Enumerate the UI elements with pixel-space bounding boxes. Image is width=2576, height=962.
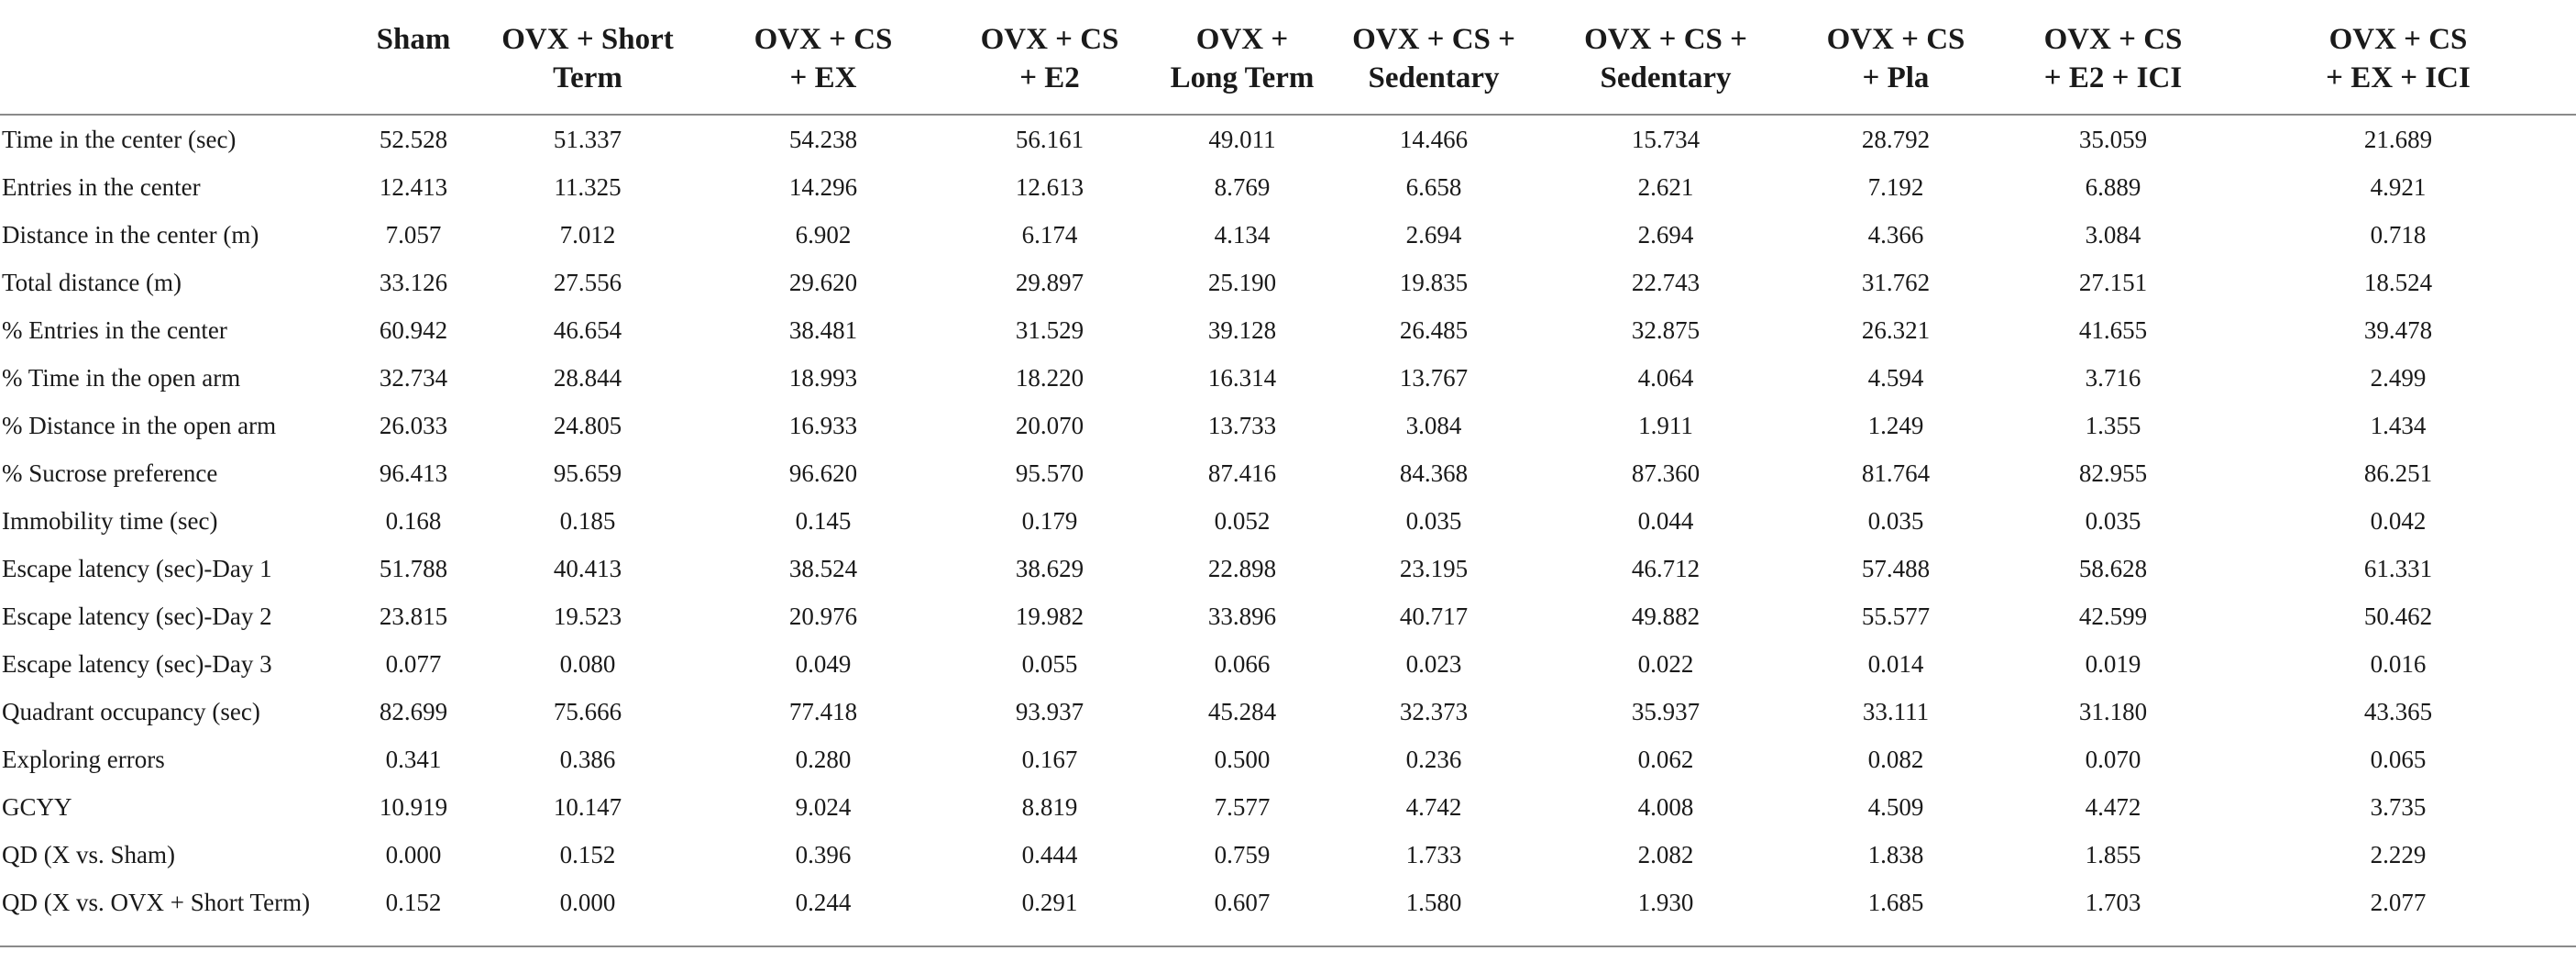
table-cell: 38.524 <box>788 555 858 582</box>
table-cell: 1.911 <box>1638 412 1693 439</box>
table-cell: 8.769 <box>1214 173 1271 201</box>
table-cell: 1.855 <box>2085 841 2141 868</box>
table-cell: 0.080 <box>559 650 616 678</box>
table-cell: 1.930 <box>1637 889 1694 916</box>
table-cell: 38.629 <box>1015 555 1084 582</box>
table-cell: 28.844 <box>553 364 622 392</box>
table-cell: 2.077 <box>2370 889 2427 916</box>
table-cell: 11.325 <box>554 173 622 201</box>
table-cell: 4.742 <box>1405 793 1462 821</box>
table-cell: 0.152 <box>385 889 442 916</box>
row-label: Exploring errors <box>2 746 165 773</box>
table-row <box>0 497 2576 545</box>
table-cell: 54.238 <box>788 126 858 153</box>
column-header-line: OVX + CS <box>2328 23 2468 56</box>
table-cell: 0.022 <box>1637 650 1694 678</box>
row-label: Immobility time (sec) <box>2 507 218 535</box>
table-cell: 0.607 <box>1214 889 1271 916</box>
table-cell: 33.126 <box>379 269 448 296</box>
table-cell: 55.577 <box>1861 603 1931 630</box>
table-cell: 0.759 <box>1214 841 1271 868</box>
column-header <box>361 0 466 115</box>
table-cell: 4.472 <box>2085 793 2141 821</box>
table-cell: 19.523 <box>553 603 622 630</box>
table-cell: 96.620 <box>788 459 858 487</box>
table-cell: 13.733 <box>1207 412 1277 439</box>
row-label: % Time in the open arm <box>2 364 241 392</box>
column-header-line: OVX + CS + <box>1584 23 1747 56</box>
row-label: Distance in the center (m) <box>2 221 259 249</box>
table-cell: 46.654 <box>553 316 622 344</box>
table-cell: 58.628 <box>2078 555 2148 582</box>
table-cell: 9.024 <box>795 793 852 821</box>
table-cell: 2.694 <box>1405 221 1462 249</box>
table-cell: 1.703 <box>2085 889 2141 916</box>
table-cell: 7.012 <box>559 221 616 249</box>
table-cell: 35.059 <box>2078 126 2148 153</box>
column-header-line: OVX + Short Term <box>501 23 674 94</box>
table-cell: 0.016 <box>2370 650 2427 678</box>
table-cell: 49.882 <box>1631 603 1701 630</box>
table-cell: 4.509 <box>1867 793 1924 821</box>
table-cell: 10.919 <box>379 793 448 821</box>
table-cell: 1.355 <box>2085 412 2141 439</box>
column-header-line: OVX + CS <box>1826 23 1965 56</box>
table-cell: 86.251 <box>2363 459 2433 487</box>
table-cell: 21.689 <box>2363 126 2433 153</box>
table-cell: 6.889 <box>2085 173 2141 201</box>
table-cell: 22.743 <box>1631 269 1701 296</box>
table-row <box>0 402 2576 449</box>
table-cell: 4.366 <box>1867 221 1924 249</box>
table-row <box>0 449 2576 497</box>
table-cell: 6.174 <box>1021 221 1078 249</box>
table-row <box>0 354 2576 402</box>
table-row <box>0 545 2576 592</box>
table-row <box>0 831 2576 879</box>
table-cell: 27.556 <box>553 269 622 296</box>
row-label: Escape latency (sec)-Day 1 <box>2 555 272 582</box>
row-label: % Entries in the center <box>2 316 227 344</box>
table-cell: 82.699 <box>379 698 448 725</box>
table-cell: 32.875 <box>1631 316 1701 344</box>
table-cell: 51.337 <box>553 126 622 153</box>
table-cell: 0.082 <box>1867 746 1924 773</box>
table-cell: 14.296 <box>788 173 858 201</box>
table-cell: 29.897 <box>1015 269 1084 296</box>
table-cell: 33.896 <box>1207 603 1277 630</box>
table-cell: 46.712 <box>1631 555 1701 582</box>
table-cell: 19.982 <box>1015 603 1084 630</box>
column-header-line: OVX + CS <box>2043 23 2183 56</box>
table-cell: 29.620 <box>788 269 858 296</box>
table-cell: 2.229 <box>2370 841 2427 868</box>
table-cell: 0.500 <box>1214 746 1271 773</box>
table-cell: 0.341 <box>385 746 442 773</box>
table-cell: 3.084 <box>1405 412 1462 439</box>
table-cell: 7.057 <box>385 221 442 249</box>
table-cell: 0.052 <box>1214 507 1271 535</box>
row-label: QD (X vs. OVX + Short Term) <box>2 889 311 916</box>
column-header <box>937 0 1162 115</box>
column-header <box>1546 0 1786 115</box>
table-bottom-rule <box>0 945 2576 947</box>
table-cell: 4.064 <box>1637 364 1694 392</box>
table-cell: 49.011 <box>1208 126 1276 153</box>
table-cell: 0.035 <box>1867 507 1924 535</box>
column-header <box>1322 0 1546 115</box>
table-cell: 12.413 <box>379 173 448 201</box>
table-cell: 1.685 <box>1867 889 1924 916</box>
row-label: QD (X vs. Sham) <box>2 841 175 868</box>
header-row <box>0 0 2576 115</box>
table-cell: 0.055 <box>1021 650 1078 678</box>
table-cell: 22.898 <box>1207 555 1277 582</box>
table-cell: 3.084 <box>2085 221 2141 249</box>
table-cell: 0.168 <box>385 507 442 535</box>
table-cell: 61.331 <box>2363 555 2433 582</box>
table-cell: 2.621 <box>1637 173 1694 201</box>
table-cell: 26.485 <box>1399 316 1469 344</box>
table-cell: 28.792 <box>1861 126 1931 153</box>
table-row <box>0 211 2576 259</box>
row-label: GCYY <box>2 793 72 821</box>
table-cell: 3.735 <box>2370 793 2427 821</box>
table-row <box>0 735 2576 783</box>
table-cell: 4.921 <box>2370 173 2427 201</box>
table-cell: 0.070 <box>2085 746 2141 773</box>
table-cell: 0.244 <box>795 889 852 916</box>
table-cell: 0.035 <box>1405 507 1462 535</box>
table-cell: 26.033 <box>379 412 448 439</box>
column-header-line: Sham <box>376 23 451 56</box>
table-cell: 4.008 <box>1637 793 1694 821</box>
table-cell: 39.128 <box>1207 316 1277 344</box>
table-cell: 0.291 <box>1021 889 1078 916</box>
table-cell: 0.386 <box>559 746 616 773</box>
table-cell: 0.044 <box>1637 507 1694 535</box>
table-cell: 0.077 <box>385 650 442 678</box>
table-cell: 27.151 <box>2078 269 2148 296</box>
table-cell: 0.718 <box>2370 221 2427 249</box>
table-cell: 50.462 <box>2363 603 2433 630</box>
column-header-line: + E2 <box>1019 61 1080 94</box>
column-header-line: OVX + CS <box>754 23 893 56</box>
row-label: Time in the center (sec) <box>2 126 237 153</box>
table-cell: 0.019 <box>2085 650 2141 678</box>
table-cell: 18.220 <box>1015 364 1084 392</box>
table-row <box>0 688 2576 735</box>
table-cell: 15.734 <box>1631 126 1701 153</box>
table-row <box>0 306 2576 354</box>
table-cell: 0.444 <box>1021 841 1078 868</box>
table-cell: 35.937 <box>1631 698 1701 725</box>
column-header-line: Sedentary <box>1368 61 1500 94</box>
table-cell: 81.764 <box>1861 459 1931 487</box>
table-cell: 77.418 <box>788 698 858 725</box>
table-row <box>0 592 2576 640</box>
table-cell: 2.694 <box>1637 221 1694 249</box>
column-header <box>710 0 937 115</box>
column-header-line: OVX + <box>1195 23 1289 56</box>
table-cell: 87.360 <box>1631 459 1701 487</box>
table-cell: 7.577 <box>1214 793 1271 821</box>
table-cell: 38.481 <box>788 316 858 344</box>
table-cell: 31.529 <box>1015 316 1084 344</box>
row-label: Total distance (m) <box>2 269 182 296</box>
table-cell: 1.838 <box>1867 841 1924 868</box>
table-cell: 0.023 <box>1405 650 1462 678</box>
table-cell: 96.413 <box>379 459 448 487</box>
column-header-line: OVX + CS + <box>1352 23 1515 56</box>
table-cell: 8.819 <box>1021 793 1078 821</box>
table-cell: 16.933 <box>788 412 858 439</box>
table-cell: 19.835 <box>1399 269 1469 296</box>
table-cell: 57.488 <box>1861 555 1931 582</box>
table-cell: 24.805 <box>553 412 622 439</box>
table-cell: 0.062 <box>1637 746 1694 773</box>
table-cell: 43.365 <box>2363 698 2433 725</box>
table-cell: 10.147 <box>553 793 622 821</box>
table-cell: 0.396 <box>795 841 852 868</box>
table-cell: 56.161 <box>1015 126 1084 153</box>
table-header <box>0 0 2576 115</box>
table-cell: 31.180 <box>2078 698 2148 725</box>
table-cell: 82.955 <box>2078 459 2148 487</box>
table-cell: 6.658 <box>1405 173 1462 201</box>
table-cell: 32.373 <box>1399 698 1469 725</box>
table-cell: 1.580 <box>1405 889 1462 916</box>
table-cell: 39.478 <box>2363 316 2433 344</box>
table-cell: 18.993 <box>788 364 858 392</box>
table-cell: 7.192 <box>1867 173 1924 201</box>
column-header-line: Sedentary <box>1600 61 1732 94</box>
row-label: Quadrant occupancy (sec) <box>2 698 260 725</box>
table-cell: 0.049 <box>795 650 852 678</box>
column-header-line: OVX + CS <box>980 23 1119 56</box>
table-cell: 87.416 <box>1207 459 1277 487</box>
table-cell: 41.655 <box>2078 316 2148 344</box>
table-cell: 0.280 <box>795 746 852 773</box>
row-label: % Distance in the open arm <box>2 412 277 439</box>
table-row <box>0 783 2576 831</box>
table-cell: 1.249 <box>1867 412 1924 439</box>
table-cell: 45.284 <box>1207 698 1277 725</box>
table-cell: 1.434 <box>2370 412 2427 439</box>
table-cell: 40.717 <box>1399 603 1469 630</box>
table-cell: 0.185 <box>559 507 616 535</box>
row-label-header <box>0 0 361 115</box>
column-header-line: Long Term <box>1170 61 1315 94</box>
table-row <box>0 640 2576 688</box>
table-cell: 31.762 <box>1861 269 1931 296</box>
table-cell: 3.716 <box>2085 364 2141 392</box>
row-label: Escape latency (sec)-Day 3 <box>2 650 272 678</box>
table-cell: 32.734 <box>379 364 448 392</box>
table-cell: 75.666 <box>553 698 622 725</box>
table-body <box>0 115 2576 926</box>
table-cell: 60.942 <box>379 316 448 344</box>
table-cell: 0.236 <box>1405 746 1462 773</box>
table-cell: 0.179 <box>1021 507 1078 535</box>
table-cell: 0.000 <box>559 889 616 916</box>
table-cell: 4.594 <box>1867 364 1924 392</box>
table-cell: 95.659 <box>553 459 622 487</box>
table-cell: 2.082 <box>1637 841 1694 868</box>
table-cell: 0.152 <box>559 841 616 868</box>
column-header <box>1786 0 2006 115</box>
table-cell: 20.070 <box>1015 412 1084 439</box>
row-label: Escape latency (sec)-Day 2 <box>2 603 272 630</box>
table-row <box>0 259 2576 306</box>
table-cell: 0.014 <box>1867 650 1924 678</box>
table-cell: 20.976 <box>788 603 858 630</box>
column-header <box>2006 0 2220 115</box>
column-header-line: + EX <box>789 61 857 94</box>
table-cell: 16.314 <box>1207 364 1277 392</box>
table-cell: 0.035 <box>2085 507 2141 535</box>
column-header-line: + Pla <box>1862 61 1930 94</box>
table-row <box>0 879 2576 926</box>
table-cell: 13.767 <box>1399 364 1469 392</box>
table-cell: 0.042 <box>2370 507 2427 535</box>
column-header <box>1162 0 1322 115</box>
table-cell: 0.000 <box>385 841 442 868</box>
column-header-line: + EX + ICI <box>2326 61 2471 94</box>
table-cell: 40.413 <box>553 555 622 582</box>
table-cell: 52.528 <box>379 126 448 153</box>
table-cell: 95.570 <box>1015 459 1084 487</box>
table-cell: 26.321 <box>1861 316 1931 344</box>
column-header-line: + E2 + ICI <box>2043 61 2183 94</box>
row-label: % Sucrose preference <box>2 459 218 487</box>
table-cell: 0.167 <box>1021 746 1078 773</box>
table-cell: 12.613 <box>1015 173 1084 201</box>
table-cell: 33.111 <box>1862 698 1930 725</box>
table-cell: 14.466 <box>1399 126 1469 153</box>
table-cell: 0.065 <box>2370 746 2427 773</box>
table-cell: 2.499 <box>2370 364 2427 392</box>
table-cell: 1.733 <box>1405 841 1462 868</box>
table-cell: 0.145 <box>795 507 852 535</box>
table-cell: 4.134 <box>1214 221 1271 249</box>
table-cell: 93.937 <box>1015 698 1084 725</box>
table-cell: 23.815 <box>379 603 448 630</box>
table-cell: 51.788 <box>379 555 448 582</box>
table-cell: 0.066 <box>1214 650 1271 678</box>
table-row <box>0 115 2576 163</box>
table-cell: 6.902 <box>795 221 852 249</box>
table-cell: 84.368 <box>1399 459 1469 487</box>
table-cell: 23.195 <box>1399 555 1469 582</box>
column-header <box>466 0 710 115</box>
table-cell: 42.599 <box>2078 603 2148 630</box>
table-row <box>0 163 2576 211</box>
table-cell: 18.524 <box>2363 269 2433 296</box>
table-cell: 25.190 <box>1207 269 1277 296</box>
column-header <box>2220 0 2576 115</box>
row-label: Entries in the center <box>2 173 201 201</box>
